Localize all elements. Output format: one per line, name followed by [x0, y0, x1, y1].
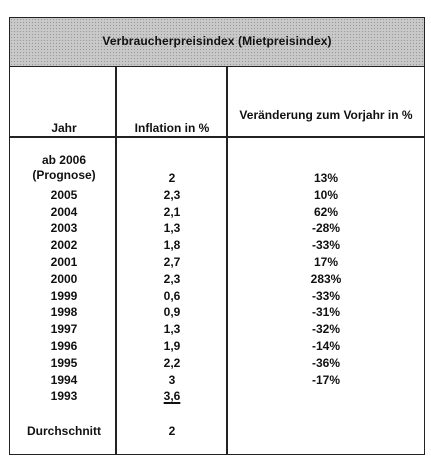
cell-change: -14%: [311, 339, 340, 353]
table-row: [10, 321, 424, 338]
cell-inflation: 0,9: [163, 305, 181, 320]
cell-change: -28%: [311, 221, 340, 236]
cell-inflation: 2,3: [163, 187, 181, 202]
cell-inflation: 0,6: [163, 288, 181, 303]
cell-year: 1998: [50, 305, 78, 320]
table-row: [10, 388, 424, 405]
cell-change: 62%: [313, 204, 339, 219]
table-row: [10, 288, 424, 305]
table-row: [10, 204, 424, 221]
table-row: [10, 338, 424, 355]
cell-inflation: 1,9: [163, 339, 181, 353]
cell-year: 1995: [50, 355, 78, 370]
cell-year: 2005: [50, 187, 78, 202]
title-band: [10, 18, 424, 67]
cell-change: -31%: [311, 305, 340, 320]
cell-year: 2000: [50, 271, 78, 286]
cell-inflation: 3,6: [163, 389, 181, 404]
table-row: [10, 372, 424, 389]
cell-change: 283%: [310, 271, 342, 286]
cell-inflation: 1,3: [163, 221, 181, 236]
cell-inflation: 2,1: [163, 204, 181, 219]
table-row: [10, 355, 424, 372]
average-inflation: 2: [168, 424, 176, 438]
cell-change: -33%: [311, 238, 340, 253]
cell-year: ab 2006 (Prognose): [32, 153, 96, 182]
table-row: [10, 153, 424, 187]
table-row: [10, 187, 424, 204]
table-row: [10, 254, 424, 271]
cell-inflation: 2,7: [163, 255, 181, 269]
cell-inflation: 2: [168, 171, 176, 185]
cell-year: 2002: [50, 238, 78, 253]
table-row: [10, 237, 424, 254]
table-title: Verbraucherpreisindex (Mietpreisindex): [102, 34, 332, 48]
header-year: Jahr: [51, 121, 77, 135]
cell-change: 10%: [313, 187, 339, 202]
cell-change: -33%: [311, 288, 340, 303]
cell-inflation: 1,8: [163, 238, 181, 253]
header-divider: [10, 136, 424, 138]
cell-year: 1997: [50, 322, 78, 337]
cell-year: 2004: [50, 204, 78, 219]
average-row: [10, 423, 424, 440]
cell-inflation: 1,3: [163, 322, 181, 337]
cell-year: 1994: [50, 372, 78, 387]
cell-year: 1993: [50, 389, 78, 404]
cell-year: 2001: [50, 255, 78, 269]
cell-change: 13%: [313, 171, 339, 185]
inflation-table: [9, 17, 425, 455]
header-inflation: Inflation in %: [134, 121, 210, 135]
cell-inflation: 3: [168, 372, 176, 387]
cell-year: 1996: [50, 339, 78, 353]
cell-inflation: 2,3: [163, 271, 181, 286]
cell-year: 1999: [50, 288, 78, 303]
cell-change: -36%: [311, 355, 340, 370]
table-row: [10, 220, 424, 237]
table-row: [10, 271, 424, 288]
table-row: [10, 304, 424, 321]
average-label: Durchschnitt: [26, 424, 101, 438]
cell-change: 17%: [313, 255, 339, 269]
cell-inflation: 2,2: [163, 355, 181, 370]
cell-change: -17%: [311, 372, 340, 387]
cell-year: 2003: [50, 221, 78, 236]
header-change: Veränderung zum Vorjahr in %: [239, 108, 413, 122]
cell-change: -32%: [311, 322, 340, 337]
